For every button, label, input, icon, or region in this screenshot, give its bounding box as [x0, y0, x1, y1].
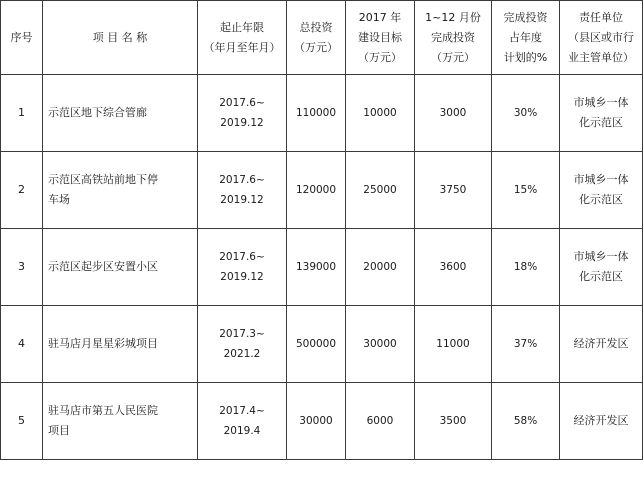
cell-project-name: 驻马店月星星彩城项目	[43, 306, 198, 383]
cell-responsible-unit: 市城乡一体 化示范区	[560, 152, 643, 229]
cell-responsible-unit: 经济开发区	[560, 306, 643, 383]
cell-total-investment: 30000	[287, 383, 346, 460]
cell-project-name: 示范区高铁站前地下停 车场	[43, 152, 198, 229]
cell-responsible-unit: 经济开发区	[560, 383, 643, 460]
header-ratio: 完成投资 占年度 计划的%	[492, 1, 560, 75]
cell-project-name: 示范区起步区安置小区	[43, 229, 198, 306]
cell-period: 2017.6~ 2019.12	[198, 152, 287, 229]
cell-no: 3	[1, 229, 43, 306]
cell-period: 2017.3~ 2021.2	[198, 306, 287, 383]
cell-completed-investment: 3500	[415, 383, 492, 460]
table-row	[1, 306, 643, 383]
cell-target-2017: 10000	[346, 75, 415, 152]
cell-project-name: 示范区地下综合管廊	[43, 75, 198, 152]
cell-period: 2017.4~ 2019.4	[198, 383, 287, 460]
cell-completed-investment: 3750	[415, 152, 492, 229]
cell-period: 2017.6~ 2019.12	[198, 75, 287, 152]
cell-total-investment: 120000	[287, 152, 346, 229]
table-row	[1, 75, 643, 152]
cell-target-2017: 25000	[346, 152, 415, 229]
cell-completion-ratio: 15%	[492, 152, 560, 229]
cell-responsible-unit: 市城乡一体 化示范区	[560, 229, 643, 306]
cell-completion-ratio: 18%	[492, 229, 560, 306]
header-target: 2017 年 建设目标 （万元）	[346, 1, 415, 75]
cell-target-2017: 30000	[346, 306, 415, 383]
header-no: 序号	[1, 1, 43, 75]
cell-completed-investment: 3600	[415, 229, 492, 306]
table-row	[1, 229, 643, 306]
cell-completion-ratio: 30%	[492, 75, 560, 152]
header-completed: 1~12 月份 完成投资 （万元）	[415, 1, 492, 75]
header-row	[1, 1, 643, 75]
header-total: 总投资 （万元）	[287, 1, 346, 75]
cell-completion-ratio: 37%	[492, 306, 560, 383]
cell-no: 4	[1, 306, 43, 383]
header-period: 起止年限 （年月至年月）	[198, 1, 287, 75]
cell-completed-investment: 3000	[415, 75, 492, 152]
cell-total-investment: 110000	[287, 75, 346, 152]
cell-no: 2	[1, 152, 43, 229]
cell-responsible-unit: 市城乡一体 化示范区	[560, 75, 643, 152]
cell-no: 1	[1, 75, 43, 152]
table-row	[1, 152, 643, 229]
cell-completion-ratio: 58%	[492, 383, 560, 460]
cell-target-2017: 20000	[346, 229, 415, 306]
cell-total-investment: 500000	[287, 306, 346, 383]
cell-no: 5	[1, 383, 43, 460]
cell-target-2017: 6000	[346, 383, 415, 460]
table-row	[1, 383, 643, 460]
cell-period: 2017.6~ 2019.12	[198, 229, 287, 306]
cell-project-name: 驻马店市第五人民医院 项目	[43, 383, 198, 460]
cell-completed-investment: 11000	[415, 306, 492, 383]
header-unit: 责任单位 （县区或市行 业主管单位）	[560, 1, 643, 75]
cell-total-investment: 139000	[287, 229, 346, 306]
header-name: 项 目 名 称	[43, 1, 198, 75]
